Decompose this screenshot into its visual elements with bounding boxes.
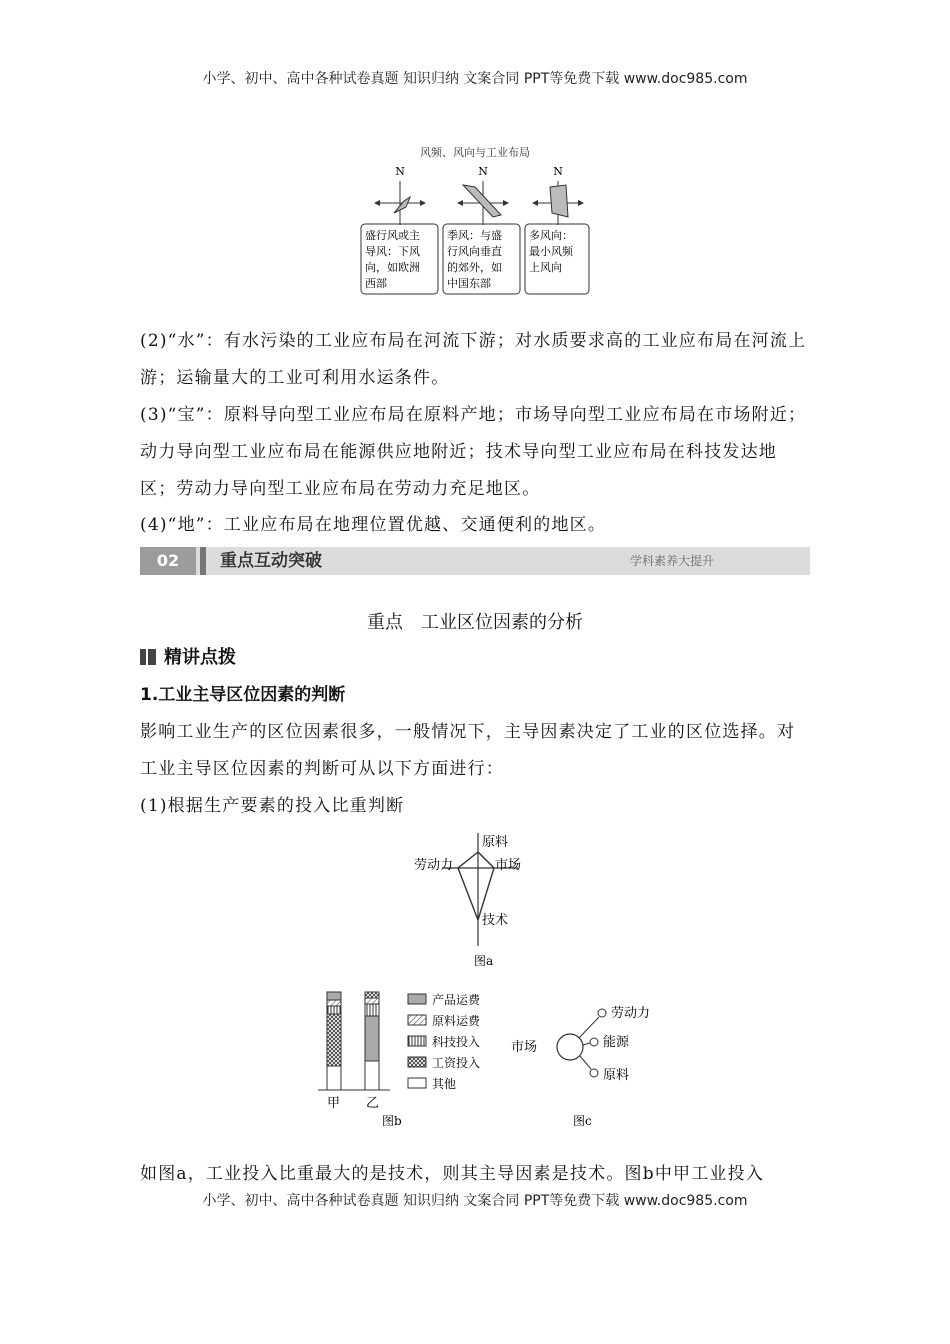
page-header: 小学、初中、高中各种试卷真题 知识归纳 文案合同 PPT等免费下载 www.doc985.com [202, 71, 748, 87]
svg-text:最小风频: 最小风频 [529, 245, 573, 258]
wind-figure-title: 风频、风向与工业布局 [420, 146, 530, 159]
bar-label-jia: 甲 [327, 1096, 341, 1111]
figure-c [505, 995, 655, 1133]
fig-c-node-energy: 能源 [603, 1035, 630, 1050]
svg-text:其他: 其他 [432, 1077, 457, 1091]
svg-text:工资投入: 工资投入 [432, 1056, 481, 1070]
svg-text:导风：下风: 导风：下风 [365, 245, 420, 258]
body-paragraph-1: 影响工业生产的区位因素很多，一般情况下，主导因素决定了工业的区位选择。对工业主导区位因素的判断可从以下方面进行： [140, 722, 796, 779]
svg-text:原料运费: 原料运费 [432, 1014, 481, 1028]
svg-text:季风：与盛: 季风：与盛 [447, 229, 502, 242]
fig-a-label-right: 市场 [495, 858, 522, 873]
fig-c-caption: 图c [573, 1114, 592, 1128]
fig-c-node-raw: 原料 [603, 1068, 630, 1083]
svg-text:中国东部: 中国东部 [447, 277, 491, 290]
north-label: N [478, 165, 488, 178]
svg-text:上风向: 上风向 [529, 261, 562, 274]
fig-a-label-bottom: 技术 [482, 913, 509, 928]
paragraph-water: (2)“水”：有水污染的工业应布局在河流下游；对水质要求高的工业应布局在河流上游；运输量大的工业可利用水运条件。 [140, 331, 807, 388]
banner-number: 02 [140, 547, 196, 575]
fig-a-caption: 图a [474, 954, 494, 968]
figure-b [300, 985, 510, 1133]
banner-divider [200, 547, 206, 575]
wind-rose-2 [458, 165, 508, 225]
svg-text:产品运费: 产品运费 [432, 993, 481, 1007]
svg-text:盛行风或主: 盛行风或主 [365, 229, 420, 242]
paragraph-resource: (3)“宝”：原料导向型工业应布局在原料产地；市场导向型工业应布局在市场附近；动力导向型工业应布局在能源供应地附近；技术导向型工业应布局在科技发达地区；劳动力导向型工业应布局在劳动力充足地区。 [140, 405, 807, 499]
body-paragraph-2: (1)根据生产要素的投入比重判断 [140, 796, 405, 816]
fig-b-caption: 图b [382, 1114, 402, 1128]
sub-head: 1.工业主导区位因素的判断 [140, 685, 346, 705]
svg-text:向，如欧洲: 向，如欧洲 [365, 261, 420, 274]
fig-a-label-top: 原料 [482, 835, 509, 850]
paragraph-land: (4)“地”：工业应布局在地理位置优越、交通便利的地区。 [140, 515, 607, 535]
wind-rose-3 [533, 165, 583, 225]
wind-rose-1 [375, 165, 425, 225]
north-label: N [395, 165, 405, 178]
bar-yi [365, 992, 379, 1090]
svg-text:多风向：: 多风向： [529, 229, 573, 242]
body-paragraph-3: 如图a，工业投入比重最大的是技术，则其主导因素是技术。图b中甲工业投入 [140, 1164, 765, 1184]
section-title: 重点 工业区位因素的分析 [367, 612, 583, 633]
banner-subtitle: 学科素养大提升 [629, 554, 714, 568]
wind-box-1 [361, 224, 438, 294]
section-marker-icon [140, 649, 156, 665]
bar-label-yi: 乙 [366, 1096, 380, 1111]
wind-box-2 [443, 224, 520, 294]
banner-title: 重点互动突破 [220, 551, 322, 571]
figure-a [400, 828, 560, 973]
wind-direction-figure [355, 140, 595, 300]
svg-text:西部: 西部 [365, 277, 387, 290]
svg-text:的郊外，如: 的郊外，如 [447, 261, 502, 274]
fig-b-legend [408, 992, 481, 1091]
section-banner [140, 547, 810, 575]
svg-text:行风向垂直: 行风向垂直 [447, 245, 502, 258]
bar-jia [327, 992, 341, 1090]
section-head: 精讲点拨 [140, 643, 236, 669]
wind-box-3 [525, 224, 589, 294]
fig-c-center: 市场 [511, 1040, 538, 1055]
page-footer: 小学、初中、高中各种试卷真题 知识归纳 文案合同 PPT等免费下载 www.doc985.com [202, 1193, 748, 1209]
north-label: N [553, 165, 563, 178]
fig-c-node-labor: 劳动力 [611, 1006, 651, 1021]
svg-text:科技投入: 科技投入 [432, 1035, 481, 1049]
fig-a-label-left: 劳动力 [414, 858, 454, 873]
